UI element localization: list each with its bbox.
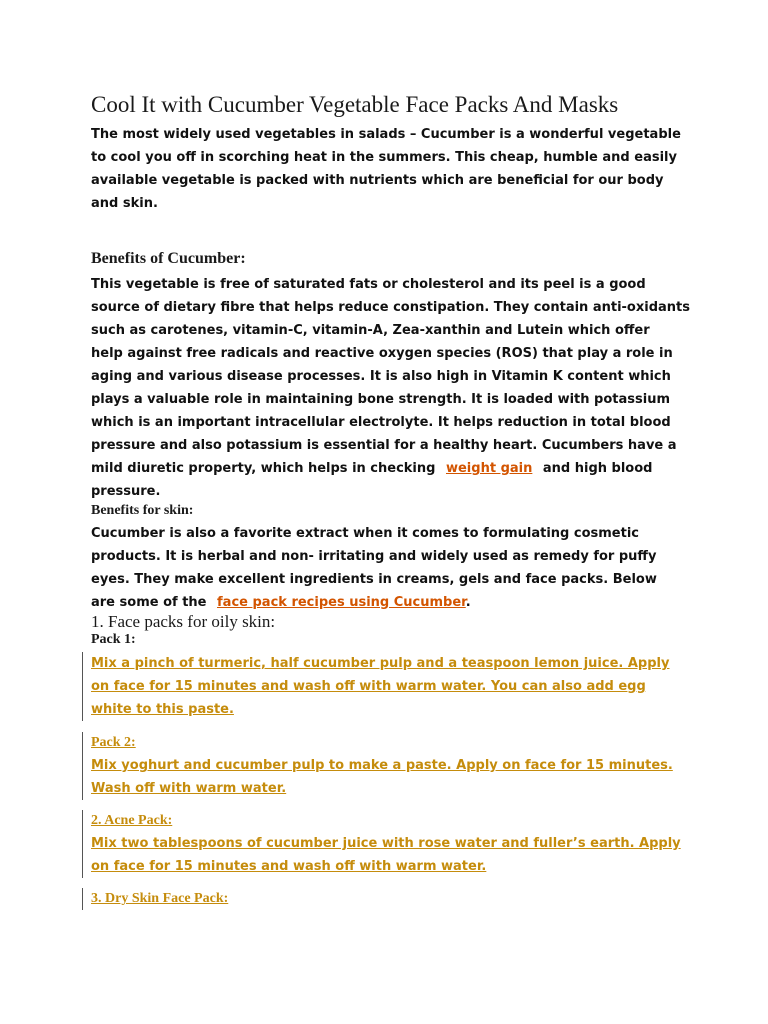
pack1-line: on face for 15 minutes and wash off with warm water. You can also add egg xyxy=(91,679,646,694)
pack1-line: white to this paste. xyxy=(91,702,234,717)
acne-line: on face for 15 minutes and wash off with warm water. xyxy=(91,859,487,874)
skin-line: products. It is herbal and non- irritating and widely used as remedy for puffy xyxy=(91,549,657,564)
weight-gain-link[interactable]: weight gain xyxy=(445,461,533,476)
skin-line: Cucumber is also a favorite extract when it comes to formulating cosmetic xyxy=(91,526,639,541)
intro-line: The most widely used vegetables in salads – Cucumber is a wonderful vegetable xyxy=(91,127,681,142)
benefits-line xyxy=(91,457,691,480)
skin-line xyxy=(91,591,691,614)
dry-skin-heading: 3. Dry Skin Face Pack: xyxy=(91,891,229,906)
oily-skin-heading: 1. Face packs for oily skin: xyxy=(91,612,276,631)
benefits-line: such as carotenes, vitamin-C, vitamin-A, Zea-xanthin and Lutein which offer xyxy=(91,323,650,338)
page-title: Cool It with Cucumber Vegetable Face Packs And Masks xyxy=(91,92,619,117)
pack2-heading: Pack 2: xyxy=(91,735,136,750)
skin-heading: Benefits for skin: xyxy=(91,503,194,518)
benefits-line: This vegetable is free of saturated fats or cholesterol and its peel is a good xyxy=(91,277,646,292)
intro-line: and skin. xyxy=(91,196,158,211)
acne-line: Mix two tablespoons of cucumber juice with rose water and fuller’s earth. Apply xyxy=(91,836,681,851)
benefits-line-text: mild diuretic property, which helps in checking xyxy=(91,461,440,476)
recipes-link[interactable]: face pack recipes using Cucumber xyxy=(217,595,466,610)
intro-line: to cool you off in scorching heat in the summers. This cheap, humble and easily xyxy=(91,150,677,165)
benefits-line: plays a valuable role in maintaining bone strength. It is loaded with potassium xyxy=(91,392,670,407)
skin-line-text: . xyxy=(465,595,471,610)
benefits-line: pressure and also potassium is essential for a healthy heart. Cucumbers have a xyxy=(91,438,677,453)
benefits-line: aging and various disease processes. It is also high in Vitamin K content which xyxy=(91,369,671,384)
benefits-line: help against free radicals and reactive oxygen species (ROS) that play a role in xyxy=(91,346,673,361)
dry-skin-block xyxy=(82,888,228,910)
acne-block xyxy=(82,810,681,878)
pack2-line: Wash off with warm water. xyxy=(91,781,287,796)
benefits-heading: Benefits of Cucumber: xyxy=(91,250,246,267)
pack1-heading: Pack 1: xyxy=(91,632,136,647)
benefits-line-text: and high blood xyxy=(538,461,653,476)
skin-line: eyes. They make excellent ingredients in creams, gels and face packs. Below xyxy=(91,572,657,587)
intro-line: available vegetable is packed with nutrients which are beneficial for our body xyxy=(91,173,664,188)
pack2-line: Mix yoghurt and cucumber pulp to make a paste. Apply on face for 15 minutes. xyxy=(91,758,673,773)
benefits-paragraph xyxy=(91,273,691,503)
benefits-line: which is an important intracellular electrolyte. It helps reduction in total blood xyxy=(91,415,671,430)
skin-line-text: are some of the xyxy=(91,595,212,610)
pack2-block xyxy=(82,732,673,800)
acne-heading: 2. Acne Pack: xyxy=(91,813,173,828)
intro-paragraph xyxy=(91,123,691,215)
pack1-line: Mix a pinch of turmeric, half cucumber pulp and a teaspoon lemon juice. Apply xyxy=(91,656,670,671)
skin-paragraph xyxy=(91,522,691,614)
benefits-line: source of dietary fibre that helps reduce constipation. They contain anti-oxidants xyxy=(91,300,690,315)
pack1-block xyxy=(82,652,669,721)
benefits-line: pressure. xyxy=(91,484,161,499)
